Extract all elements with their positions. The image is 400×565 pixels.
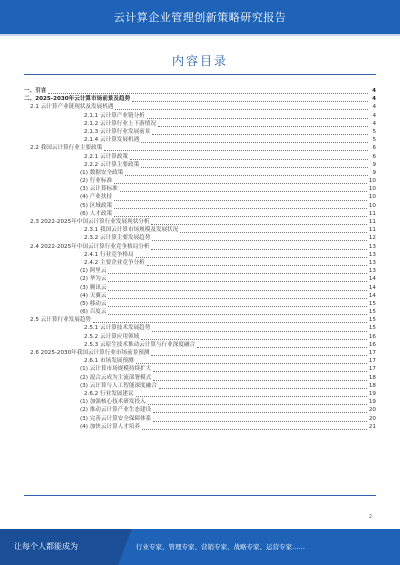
toc-entry-text: 2.1.2 云计算行业上下游情况 <box>84 120 156 127</box>
toc-leader-dots <box>158 125 368 127</box>
report-title: 云计算企业管理创新策略研究报告 <box>113 11 287 24</box>
toc-entry-page: 13 <box>368 268 376 275</box>
toc-entry-text: (3) 完善云计算安全保障体系 <box>80 415 152 422</box>
toc-entry[interactable] <box>24 341 376 349</box>
toc-entry-page: 11 <box>368 210 376 217</box>
toc-entry[interactable] <box>24 177 376 185</box>
toc-entry[interactable] <box>24 136 376 144</box>
footer-slogan: 让每个人都能成为 <box>14 542 78 551</box>
page-number: 2 <box>368 514 372 520</box>
toc-leader-dots <box>108 313 366 315</box>
toc-entry[interactable] <box>24 112 376 120</box>
toc-entry[interactable] <box>24 316 376 324</box>
toc-entry-text: 2.1 云计算产业链现状及发展机遇 <box>30 104 114 111</box>
toc-leader-dots <box>153 420 367 422</box>
toc-entry[interactable] <box>24 382 376 390</box>
toc-leader-dots <box>104 149 368 151</box>
toc-leader-dots <box>114 207 367 209</box>
toc-entry[interactable] <box>24 423 376 431</box>
toc-entry-text: 2.5 云计算行业发展趋势 <box>30 317 92 324</box>
toc-entry[interactable] <box>24 234 376 242</box>
toc-entry[interactable] <box>24 193 376 201</box>
toc-leader-dots <box>115 108 368 110</box>
toc-leader-dots <box>147 117 368 119</box>
toc-bottom-rule <box>24 495 376 496</box>
toc-entry-page: 4 <box>372 104 376 111</box>
toc-entry-text: 2.4.2 主要企业竞争分析 <box>84 259 145 266</box>
toc-entry[interactable] <box>24 365 376 373</box>
toc-entry[interactable] <box>24 226 376 234</box>
toc-entry-text: (6) 人才政策 <box>80 210 113 217</box>
toc-leader-dots <box>153 370 367 372</box>
toc-entry-text: 2.2.2 云计算主要政策 <box>84 161 140 168</box>
toc-entry-page: 10 <box>368 202 376 209</box>
toc-leader-dots <box>148 403 367 405</box>
toc-entry[interactable] <box>24 275 376 283</box>
toc-entry[interactable] <box>24 210 376 218</box>
toc-leader-dots <box>108 280 366 282</box>
report-header-bar <box>0 0 400 34</box>
toc-leader-dots <box>152 330 367 332</box>
toc-entry-page: 21 <box>368 423 376 430</box>
toc-leader-dots <box>141 166 368 168</box>
toc-leader-dots <box>136 395 367 397</box>
toc-entry-page: 15 <box>368 309 376 316</box>
toc-entry-page: 19 <box>368 399 376 406</box>
toc-entry[interactable] <box>24 349 376 357</box>
toc-leader-dots <box>108 289 366 291</box>
toc-entry-text: 2.1.3 云计算行业发展前景 <box>84 128 151 135</box>
header-divider <box>0 34 400 36</box>
toc-leader-dots <box>114 199 367 201</box>
toc-entry-text: (2) 行业标准 <box>80 178 113 185</box>
toc-entry-page: 10 <box>368 178 376 185</box>
toc-entry-text: 2.1.4 云计算发展机遇 <box>84 137 140 144</box>
toc-leader-dots <box>152 133 368 135</box>
toc-leader-dots <box>120 190 367 192</box>
toc-entry-page: 4 <box>372 112 376 119</box>
toc-entry-text: (1) 数据安全政策 <box>80 169 124 176</box>
toc-entry-page: 13 <box>368 251 376 258</box>
toc-entry-page: 20 <box>368 415 376 422</box>
toc-leader-dots <box>152 239 367 241</box>
toc-entry-text: 2.5.3 云原生技术推动云计算与行业深度融合 <box>84 341 196 348</box>
toc-entry-page: 5 <box>372 137 376 144</box>
toc-entry[interactable] <box>24 390 376 398</box>
toc-entry-text: (3) 云计算与人工智能深度融合 <box>80 382 157 389</box>
toc-leader-dots <box>93 321 367 323</box>
toc-entry-text: (4) 产业扶持 <box>80 194 113 201</box>
toc-leader-dots <box>108 297 366 299</box>
toc-entry[interactable] <box>24 259 376 267</box>
toc-entry[interactable] <box>24 87 376 95</box>
toc-entry-page: 14 <box>368 284 376 291</box>
toc-entry[interactable] <box>24 202 376 210</box>
toc-entry[interactable] <box>24 374 376 382</box>
toc-entry-page: 4 <box>372 120 376 127</box>
toc-entry-text: (2) 华为云 <box>80 276 107 283</box>
toc-leader-dots <box>151 223 366 225</box>
toc-leader-dots <box>153 379 367 381</box>
toc-leader-dots <box>125 174 368 176</box>
toc-entry-page: 13 <box>368 259 376 266</box>
toc-entry-page: 10 <box>368 186 376 193</box>
toc-entry-page: 17 <box>368 358 376 365</box>
toc-entry-text: 2.3.1 我国云计算市场规模及发展状况 <box>84 227 179 234</box>
toc-entry[interactable] <box>24 243 376 251</box>
table-of-contents <box>24 87 376 431</box>
toc-entry-page: 19 <box>368 390 376 397</box>
toc-entry-page: 15 <box>368 317 376 324</box>
toc-leader-dots <box>197 346 367 348</box>
toc-entry-text: 2.6.1 市场发展预测 <box>84 358 134 365</box>
toc-leader-dots <box>147 264 367 266</box>
toc-entry[interactable] <box>24 406 376 414</box>
toc-entry-text: (5) 移动云 <box>80 300 107 307</box>
toc-entry-page: 14 <box>368 276 376 283</box>
toc-entry-page: 15 <box>368 325 376 332</box>
toc-leader-dots <box>151 248 366 250</box>
toc-entry-text: (4) 天翼云 <box>80 292 107 299</box>
toc-leader-dots <box>48 92 368 94</box>
toc-entry-page: 20 <box>368 407 376 414</box>
toc-entry-text: 二、2025-2030年云计算市场前景及趋势 <box>24 96 131 103</box>
toc-entry-page: 15 <box>368 300 376 307</box>
toc-entry-page: 18 <box>368 382 376 389</box>
toc-entry[interactable] <box>24 218 376 226</box>
toc-entry-page: 18 <box>368 374 376 381</box>
toc-entry-text: 2.2 我国云计算行业主要政策 <box>30 145 103 152</box>
toc-entry-text: (4) 加快云计算人才培养 <box>80 423 141 430</box>
footer-bar <box>0 529 400 565</box>
toc-entry[interactable] <box>24 292 376 300</box>
toc-entry-text: 2.5.1 云计算技术发展趋势 <box>84 325 151 332</box>
toc-leader-dots <box>108 272 366 274</box>
toc-entry[interactable] <box>24 251 376 259</box>
toc-entry-text: (3) 腾讯云 <box>80 284 107 291</box>
toc-entry-page: 13 <box>368 243 376 250</box>
toc-leader-dots <box>108 305 366 307</box>
toc-leader-dots <box>142 428 367 430</box>
toc-leader-dots <box>159 387 367 389</box>
toc-entry-page: 11 <box>368 227 376 234</box>
toc-entry[interactable] <box>24 284 376 292</box>
footer-tagline: 行业专家、管理专家、营销专家、战略专家、运营专家…… <box>136 543 305 551</box>
toc-entry-text: (1) 阿里云 <box>80 268 107 275</box>
toc-entry-text: 2.3 2022-2025年中国云计算行业发展现状分析 <box>30 219 150 225</box>
toc-entry-page: 16 <box>368 333 376 340</box>
toc-leader-dots <box>141 338 367 340</box>
footer-slogan-block <box>0 529 118 565</box>
toc-entry[interactable] <box>24 267 376 275</box>
toc-entry[interactable] <box>24 95 376 103</box>
toc-entry[interactable] <box>24 398 376 406</box>
toc-leader-dots <box>180 231 367 233</box>
toc-entry-text: 2.6.2 行业发展建议 <box>84 390 134 397</box>
toc-entry[interactable] <box>24 128 376 136</box>
toc-entry-page: 9 <box>372 169 376 176</box>
toc-entry-text: (2) 混合云成为主流部署模式 <box>80 374 152 381</box>
toc-entry-page: 10 <box>368 194 376 201</box>
toc-entry-page: 4 <box>372 96 376 103</box>
toc-leader-dots <box>130 158 368 160</box>
toc-entry-text: 2.3.2 云计算主要发展趋势 <box>84 235 151 242</box>
toc-leader-dots <box>136 256 367 258</box>
toc-heading: 内容目录 <box>171 54 228 68</box>
toc-entry-text: (5) 区域政策 <box>80 202 113 209</box>
toc-leader-dots <box>153 411 367 413</box>
toc-entry-page: 6 <box>372 153 376 160</box>
toc-entry-page: 16 <box>368 341 376 348</box>
toc-leader-dots <box>136 362 367 364</box>
toc-entry-text: (3) 云计算标准 <box>80 186 118 193</box>
toc-entry-text: 2.4.1 行业竞争格局 <box>84 251 134 258</box>
toc-entry[interactable] <box>24 185 376 193</box>
toc-entry-page: 12 <box>368 235 376 242</box>
toc-leader-dots <box>114 215 367 217</box>
toc-entry-page: 6 <box>372 145 376 152</box>
toc-entry[interactable] <box>24 324 376 332</box>
toc-entry-text: (2) 推动云计算产业生态建设 <box>80 407 152 414</box>
toc-entry-text: 2.6 2025-2030年我国云计算行业市场前景预测 <box>30 350 150 356</box>
toc-entry-page: 11 <box>368 219 376 225</box>
toc-entry[interactable] <box>24 153 376 161</box>
toc-leader-dots <box>141 141 368 143</box>
toc-entry-page: 5 <box>372 128 376 135</box>
toc-entry[interactable] <box>24 415 376 423</box>
toc-entry-text: (1) 云计算市场规模持续扩大 <box>80 366 152 373</box>
toc-entry[interactable] <box>24 300 376 308</box>
toc-entry-text: 2.1.1 云计算产业链分析 <box>84 112 145 119</box>
toc-leader-dots <box>132 100 368 102</box>
toc-entry-text: (1) 加强核心技术研发投入 <box>80 399 146 406</box>
toc-entry-text: 一、引言 <box>24 88 47 94</box>
toc-leader-dots <box>114 182 367 184</box>
toc-entry[interactable] <box>24 308 376 316</box>
toc-entry[interactable] <box>24 357 376 365</box>
toc-entry-text: (6) 百度云 <box>80 309 107 316</box>
toc-entry-page: 4 <box>372 88 376 94</box>
toc-entry[interactable] <box>24 161 376 169</box>
toc-entry[interactable] <box>24 333 376 341</box>
toc-entry[interactable] <box>24 169 376 177</box>
toc-entry-page: 14 <box>368 292 376 299</box>
toc-entry-page: 17 <box>368 366 376 373</box>
toc-entry-page: 17 <box>368 350 376 356</box>
toc-entry-text: 2.4 2022-2025年中国云计算行业竞争格局分析 <box>30 243 150 250</box>
toc-leader-dots <box>151 354 366 356</box>
toc-entry-text: 2.5.2 云计算应用领域 <box>84 333 140 340</box>
toc-entry[interactable] <box>24 144 376 152</box>
toc-entry[interactable] <box>24 120 376 128</box>
toc-top-rule <box>24 74 376 75</box>
toc-entry-text: 2.2.1 云计算政策 <box>84 153 128 160</box>
footer-divider-shape <box>118 529 132 565</box>
toc-entry-page: 9 <box>372 161 376 168</box>
toc-entry[interactable] <box>24 103 376 111</box>
